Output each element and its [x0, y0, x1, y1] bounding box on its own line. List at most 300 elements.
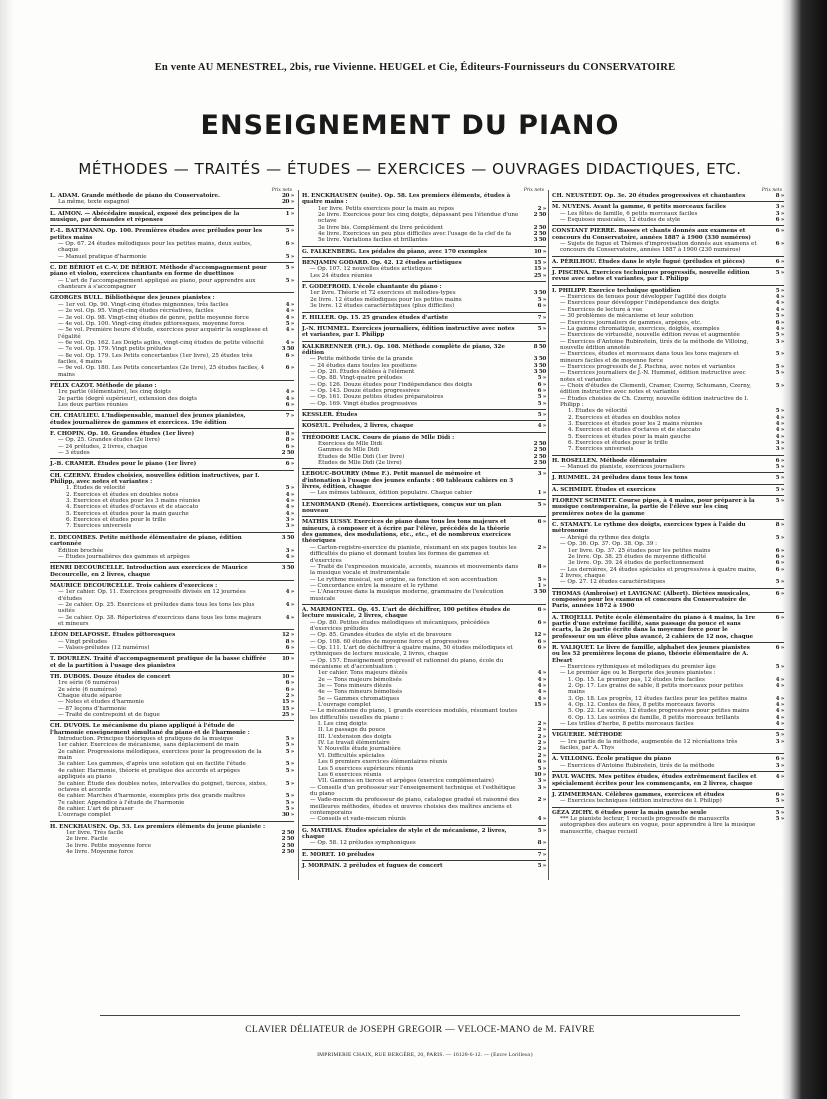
entry-price: 2 50	[281, 829, 294, 836]
entry-price: 4 »	[775, 683, 784, 690]
catalog-entry-item	[50, 554, 294, 560]
entry-price: 2 50	[533, 441, 546, 447]
entry-price: 10 »	[533, 771, 546, 778]
entry-title: LEBOUC-BOURRY (Mme F.). Petit manuel de mémoire et d'intonation à l'usage des jeunes enfants : 60 tableaux cahiers en 3 livres, édition, chaque	[302, 471, 514, 491]
catalog-column-2	[302, 188, 546, 869]
entry-title: F. CHOPIN. Op. 10. Grandes études (1er livre)	[50, 431, 195, 437]
entry-divider	[552, 771, 784, 772]
entry-price: 4 »	[285, 553, 294, 560]
entry-title: — L'Anacrouse dans la musique moderne, grammaire de l'exécution musicale	[310, 589, 504, 602]
catalog-entry-item	[552, 383, 784, 396]
catalog-entry-item	[302, 212, 546, 225]
entry-price: 4 »	[775, 306, 784, 313]
catalog-entry-author	[302, 852, 546, 858]
entry-title: TH. DUBOIS. Douze études de concert	[50, 674, 171, 680]
entry-title: 5. Op. 22. Le succès, 12 études progressives pour petites mains	[568, 708, 750, 715]
entry-title: — 1er cahier. Op. 11. Exercices progressifs divisés en 12 journées d'études	[58, 589, 246, 602]
entry-title: 1er cahier. Exercices de mécanisme, sans déplacement de main	[58, 742, 239, 749]
catalog-entry-item	[302, 273, 546, 279]
catalog-entry-author	[302, 326, 546, 339]
entry-divider	[50, 720, 294, 721]
entry-divider	[302, 312, 546, 313]
entry-title: I. Les cinq doigts	[318, 721, 367, 728]
entry-title: 6. Exercices et études pour le trille	[66, 517, 166, 524]
catalog-entry-item	[302, 460, 546, 466]
entry-price: 2 50	[533, 447, 546, 454]
entry-price: 5 »	[285, 736, 294, 743]
entry-divider	[50, 380, 294, 381]
entry-title: 2. Exercices et études en doubles notes	[568, 414, 681, 421]
entry-price: 6 »	[775, 614, 784, 621]
entry-title: *** Le pianiste lecteur, 1 recueils progressifs de manuscrits autographes des auteurs en vogue, pour apprendre à lire la musique manuscrite, chaque recueil	[560, 815, 756, 835]
entry-divider	[302, 341, 546, 342]
entry-divider	[302, 860, 546, 861]
entry-price: 5 »	[775, 798, 784, 805]
entry-price: 6 »	[775, 457, 784, 464]
entry-price: 5 »	[285, 780, 294, 787]
entry-title: — 87 leçons d'harmonie	[58, 705, 127, 712]
entry-title: 5. Exercices et études pour la main gauche	[568, 433, 691, 440]
entry-title: — Exercices, études et morceaux dans tous les tons majeurs et mineurs faciles et de moyenne force	[560, 351, 739, 364]
entry-title: — Petite méthode tirée de la grande	[310, 356, 413, 363]
entry-divider	[302, 281, 546, 282]
entry-price: 8 »	[285, 431, 294, 437]
entry-title: Études de Mlle Didi (2e livre)	[318, 460, 402, 467]
entry-price: 4 »	[537, 676, 546, 683]
entry-price: 5 »	[285, 265, 294, 272]
catalog-entry-item	[50, 199, 294, 205]
entry-price: 5 »	[285, 320, 294, 327]
entry-divider	[552, 588, 784, 589]
catalog-entry-item	[302, 797, 546, 816]
entry-title: FÉLIX CAZOT. Méthode de piano :	[50, 382, 157, 389]
entry-price: 2 50	[533, 212, 546, 219]
entry-price: 5 »	[775, 464, 784, 471]
entry-title: HENRI DECOURCELLE. Introduction aux exercices de Maurice Decourcelle, en 2 livres, chaque	[50, 565, 248, 578]
entry-title: — 8e vol. Op. 179. Les Petits concertantes (1er livre), 25 études très faciles, 4 mains	[58, 352, 253, 365]
entry-divider	[302, 468, 546, 469]
entry-title: CH. DUVOIS. Le mécanisme du piano appliqué à l'étude de l'harmonie enseignement simultané du piano et de l'harmonie :	[50, 723, 250, 736]
entry-title: — Le premier âge ou le Bergerie des jeunes pianistes :	[560, 670, 716, 677]
price-column-header: Prix nets	[271, 188, 292, 193]
entry-title: 5e — Gammes chromatiques	[318, 695, 400, 702]
entry-title: GÉZA ZICHY. 6 études pour la main gauche seule	[552, 809, 707, 816]
entry-price: 3 »	[537, 784, 546, 791]
entry-title: — Les dernières, 24 études spéciales et progressives à quatre mains, 2 livres, chaque	[560, 566, 757, 579]
printer-imprint: IMPRIMERIE CHAIX, RUE BERGÈRE, 20, PARIS. — 16128-6-12. — (Encre Lorilleux)	[317, 1052, 533, 1058]
entry-price: 5 »	[285, 748, 294, 755]
page-right-edge-shadow	[781, 0, 827, 1099]
catalog-entry-author	[552, 487, 784, 493]
catalog-entry-item	[552, 683, 784, 696]
entry-price: 3 »	[537, 778, 546, 785]
entry-title: V. Nouvelle étude journalière	[318, 746, 401, 753]
catalog-entry-item	[302, 816, 546, 822]
catalog-entry-item	[50, 353, 294, 366]
entry-price: 4 »	[537, 816, 546, 823]
entry-title: 2e livre. Op. 38. 25 études de moyenne difficulté	[568, 553, 707, 560]
entry-title: J. RUMMEL. 24 préludes dans tous les tons	[552, 475, 688, 482]
entry-title: — Les trilles d'herbe, 8 petits morceaux faciles	[560, 721, 694, 728]
entry-title: J.-N. HUMMEL. Exercices journaliers, édition instructive avec notes et variantes, par I. Philipp	[302, 325, 515, 339]
entry-title: 3. Exercices et études pour les 2 mains réunies	[568, 421, 703, 427]
entry-price: 15 »	[533, 266, 546, 273]
entry-price: 3 »	[775, 762, 784, 769]
entry-title: — Les fêtes de famille, 6 petits morceaux faciles	[560, 210, 698, 217]
entry-title: — Op. 25. Grandes études (2e livre)	[58, 437, 160, 444]
publisher-line: En vente AU MENESTREL, 2bis, rue Vivienne. HEUGEL et Cie, Éditeurs-Fournisseurs du CONSERVATOIRE	[154, 62, 676, 73]
entry-price: 5 »	[285, 253, 294, 260]
entry-title: KESSLER. Études	[302, 411, 358, 418]
entry-title: Introduction. Principes théoriques et pratiques de la musique	[58, 736, 234, 743]
catalog-entry-item	[552, 798, 784, 804]
catalog-entry-item	[302, 564, 546, 577]
entry-price: 1 »	[537, 490, 546, 497]
entry-price: 2 50	[533, 224, 546, 231]
entry-title: MAURICE DECOURCELLE. Trois cahiers d'exercices :	[50, 582, 218, 589]
entry-title: E. MORET. 10 préludes	[302, 851, 375, 858]
entry-divider	[302, 323, 546, 324]
entry-title: LÉON DELAFOSSE. Études pittoresques	[50, 632, 176, 639]
entry-price: 5 »	[285, 277, 294, 284]
entry-price: 5 »	[285, 805, 294, 812]
entry-title: — Exercices techniques (édition instructive de I. Philipp)	[560, 798, 722, 805]
entry-price: 3 »	[775, 440, 784, 447]
catalog-entry-item	[50, 241, 294, 254]
entry-price: 3 50	[533, 356, 546, 363]
catalog-entry-item	[302, 620, 546, 633]
entry-price: 4 »	[775, 714, 784, 721]
entry-title: Les 5 exercices supérieurs réunis	[318, 765, 414, 772]
entry-divider	[552, 753, 784, 754]
entry-divider	[50, 410, 294, 411]
entry-title: PAUL WACHS. Mes petites études, études extrêmement faciles et spécialement écrites pour les commençants, en 2 livres, chaque	[552, 774, 757, 787]
catalog-entry-author	[302, 502, 546, 515]
entry-price: 5 »	[537, 394, 546, 401]
catalog-entry-author	[552, 645, 784, 664]
entry-price: 4 »	[285, 504, 294, 511]
entry-price: 3 »	[775, 446, 784, 453]
entry-price: 4 »	[537, 683, 546, 690]
catalog-entry-author	[302, 471, 546, 490]
entry-price: 20 »	[281, 193, 294, 199]
catalog-entry-item	[50, 712, 294, 718]
entry-price: 4 »	[285, 601, 294, 608]
entry-title: 3e livre bis. Complément du livre précédent	[318, 224, 444, 231]
entry-title: I. PHILIPP. Exercice technique quotidien	[552, 287, 681, 294]
catalog-entry-author	[302, 519, 546, 544]
entry-title: — 6e vol. Op. 162. Les Doigts agiles, vingt-cinq études de petite vélocité	[58, 339, 264, 346]
entry-price: 6 »	[537, 644, 546, 651]
entry-price: 5 »	[285, 793, 294, 800]
entry-title: — La gamme chromatique, exercices, doigtés, exemples	[560, 325, 720, 332]
entry-title: — Op. 67. 24 études mélodiques pour les petites mains, deux suites, chaque	[58, 241, 252, 254]
entry-divider	[50, 225, 294, 226]
entry-price: 5 »	[285, 799, 294, 806]
entry-price: 2 50	[281, 848, 294, 855]
entry-price: 5 »	[775, 498, 784, 505]
entry-price: 3 50	[281, 565, 294, 572]
catalog-entry-author	[50, 535, 294, 548]
catalog-entry-item	[50, 278, 294, 291]
entry-title: 4e — Tons mineurs bémolisés	[318, 689, 403, 696]
entry-price: 6 »	[537, 619, 546, 626]
entry-price: 6 »	[537, 759, 546, 766]
catalog-entry-author	[50, 723, 294, 736]
entry-title: L. AIMON. — Abécédaire musical, exposé des principes de la musique, par demandes et réponses	[50, 210, 240, 224]
entry-title: — 24 études dans toutes les positions	[310, 362, 417, 369]
entry-price: 12 »	[533, 632, 546, 639]
catalog-entry-author	[50, 565, 294, 578]
entry-title: — 3e vol. Op. 98. Vingt-cinq études de genre, petite moyenne force	[58, 314, 249, 321]
entry-price: 6 »	[285, 680, 294, 687]
entry-title: — 1re partie de la méthode, augmentée de 12 récréations très faciles, par A. Thys	[560, 738, 738, 752]
entry-title: CONSTANT PIERRE. Basses et chants donnés aux examens et concours du Conservatoire, années 1887 à 1900 (330 numéros)	[552, 228, 751, 241]
entry-divider	[552, 455, 784, 456]
entry-price: 5 »	[775, 332, 784, 339]
entry-price: 5 »	[775, 370, 784, 377]
entry-price: 1 »	[537, 582, 546, 589]
entry-title: 1re partie (élémentaire), les cinq doigts	[58, 389, 172, 396]
entry-title: H. ROSELLEN. Méthode élémentaire	[552, 457, 667, 464]
entry-title: THÉODORE LACK. Cours de piano de Mlle Didi :	[302, 434, 455, 441]
entry-title: A. PÉRILHOU. Études dans le style fugué (préludes et pièces)	[552, 258, 745, 265]
entry-title: 1er cahier. Tons majeurs dièzés	[318, 670, 408, 677]
entry-price: 6 »	[537, 519, 546, 526]
entry-title: — Esquisses musicales, 12 études de style	[560, 217, 681, 224]
entry-divider	[552, 642, 784, 643]
catalog-entry-author	[302, 828, 546, 841]
entry-title: — 30 problèmes de mécanisme et leur solution	[560, 313, 694, 320]
catalog-entry-item	[552, 217, 784, 223]
catalog-column-3	[552, 188, 784, 835]
entry-price: 3 »	[285, 547, 294, 554]
entry-title: 4. Op. 12. Contes de fées, 8 petits morceaux favoris	[568, 702, 715, 709]
entry-price: 25 »	[281, 712, 294, 719]
entry-price: 2 50	[281, 450, 294, 457]
catalog-entry-item	[302, 401, 546, 407]
catalog-entry-item	[552, 763, 784, 769]
entry-title: 6. Exercices et études pour le trille	[568, 440, 668, 447]
entry-title: — Exercices journaliers de J.-N. Hummel, édition instructive avec notes et variantes	[560, 370, 746, 383]
catalog-entry-item	[302, 589, 546, 602]
entry-price: 4 »	[285, 314, 294, 321]
entry-price: 5 »	[537, 411, 546, 418]
entry-price: 5 »	[537, 400, 546, 407]
entry-title: Les 6 exercices réunis	[318, 771, 382, 778]
entry-title: VIGUERIE. MÉTHODE	[552, 732, 623, 739]
entry-price: 5 »	[537, 765, 546, 772]
entry-price: 6 »	[775, 566, 784, 573]
entry-title: VI. Difficultés spéciales	[318, 752, 385, 759]
catalog-entry-item	[302, 840, 546, 846]
catalog-entry-author	[302, 863, 546, 869]
catalog-entry-item	[302, 708, 546, 721]
entry-title: T. DOURLEN. Traité d'accompagnement pratique de la basse chiffrée et de la partition à l'usage des pianistes	[50, 656, 267, 669]
entry-title: KALKBRENNER (FR.). Op. 108. Méthode complète de piano, 32e édition	[302, 343, 505, 356]
entry-title: Gammes de Mlle Didi	[318, 447, 380, 454]
entry-title: C. STAMATY. Le rythme des doigts, exercices types à l'aide du métronome	[552, 522, 746, 535]
entry-title: GEORGES BULL. Bibliothèque des jeunes pianistes :	[50, 295, 215, 302]
entry-title: 5e cahier. Étude des doubles notes, intervalles du poignet, tierces, sixtes, octaves et accords	[58, 780, 267, 793]
entry-title: Études de Mlle Didi (1er livre)	[318, 453, 405, 460]
catalog-entry-item	[50, 645, 294, 651]
entry-title: 2e livre. Facile	[66, 836, 108, 843]
entry-title: Les 24 études réunies	[310, 272, 373, 279]
entry-price: 12 »	[281, 632, 294, 639]
entry-title: 3. Exercices et études pour les 3 mains réunies	[66, 498, 201, 505]
catalog-entry-item	[302, 490, 546, 496]
entry-price: 5 »	[775, 815, 784, 822]
entry-title: — Op. 126. Douze études pour l'indépendance des doigts	[310, 381, 473, 388]
catalog-entry-author	[50, 211, 294, 224]
entry-price: 6 »	[537, 638, 546, 645]
entry-title: MATHIS LUSSY. Exercices de piano dans tous les tons majeurs et mineurs, à composer et à écrire par l'élève, précédés de la théorie des gammes, des modulations, etc., etc., et de nombreux exercices théoriques	[302, 519, 511, 545]
catalog-entry-item	[50, 615, 294, 628]
entry-divider	[552, 472, 784, 473]
catalog-entry-item	[50, 523, 294, 529]
entry-title: 2. Op. 17. Les grains de sable, 8 petits morceaux pour petites mains	[568, 683, 744, 696]
catalog-entry-item	[302, 645, 546, 658]
entry-title: 4. Exercices et études d'octaves et de staccato	[568, 427, 701, 434]
catalog-entry-item	[50, 602, 294, 615]
entry-divider	[552, 267, 784, 268]
entry-divider	[302, 420, 546, 421]
entry-price: 8 »	[775, 193, 784, 199]
entry-title: — Études choisies de Ch. Czerny, nouvelle édition instructive de I. Philipp :	[560, 395, 749, 408]
entry-title: 4e livre. Moyenne force	[66, 848, 134, 855]
entry-price: 2 »	[537, 740, 546, 747]
catalog-entry-item	[552, 351, 784, 364]
entry-title: Les 6 premiers exercices élémentaires réunis	[318, 759, 448, 766]
entry-title: 2e série (6 numéros)	[58, 686, 117, 693]
entry-price: 6 »	[775, 791, 784, 798]
entry-price: 2 »	[537, 544, 546, 551]
entry-title: — Exercices d'Antoine Rubinstein, tirés de la méthode de Villoing, nouvelle édition annotée	[560, 338, 749, 351]
entry-price: 4 »	[285, 589, 294, 596]
entry-price: 6 »	[285, 443, 294, 450]
entry-price: 3 »	[285, 523, 294, 530]
entry-price: 5 »	[537, 296, 546, 303]
entry-title: — Concordance entre la mesure et le rythme	[310, 582, 438, 589]
entry-price: 5 »	[537, 827, 546, 834]
entry-title: BENJAMIN GODARD. Op. 42. 12 études artistiques	[302, 260, 462, 267]
catalog-entry-author	[552, 774, 784, 787]
entry-title: — Op. 157. Enseignement progressif et rationnel du piano, école du mécanisme et d'accentuation :	[310, 657, 504, 670]
catalog-entry-item	[302, 237, 546, 243]
catalog-entry-item	[552, 739, 784, 752]
entry-title: — Op. 169. Vingt études progressives	[310, 400, 418, 407]
entry-title: — Exercices rythmiques et mélodiques du premier âge	[560, 664, 716, 670]
catalog-entry-item	[552, 396, 784, 409]
catalog-entry-item	[50, 327, 294, 340]
catalog-entry-item	[552, 464, 784, 470]
entry-price: 4 »	[775, 702, 784, 709]
entry-price: 8 »	[775, 522, 784, 529]
entry-title: KOSEUL. Préludes, 2 livres, chaque	[302, 423, 414, 430]
entry-title: — Manuel du pianiste, exercices journaliers	[560, 464, 685, 471]
entry-title: L'ouvrage complet	[58, 812, 111, 819]
entry-price: 3 50	[281, 346, 294, 353]
entry-price: 5 »	[537, 501, 546, 508]
catalog-entry-item	[50, 812, 294, 818]
entry-price: 6 »	[775, 319, 784, 326]
entry-price: 6 »	[285, 461, 294, 468]
entry-price: 5 »	[775, 408, 784, 415]
catalog-entry-item	[552, 567, 784, 580]
entry-title: — 2e vol. Op. 95. Vingt-cinq études récréatives, faciles	[58, 308, 214, 315]
entry-title: G. MATHIAS. Études spéciales de style et de mécanisme, 2 livres, chaque	[302, 827, 507, 840]
entry-price: 2 »	[537, 733, 546, 740]
entry-title: 1. Op. 15. Le premier pas, 12 études très faciles	[568, 676, 705, 683]
catalog-entry-author	[50, 461, 294, 467]
entry-price: 1 »	[285, 210, 294, 217]
catalog-entry-author	[50, 473, 294, 486]
catalog-entry-author	[50, 228, 294, 241]
column-divider	[548, 190, 549, 880]
entry-divider	[302, 499, 546, 500]
entry-price: 3 50	[533, 362, 546, 369]
entry-title: — Op. 107. 12 nouvelles études artistiques	[310, 266, 432, 273]
entry-price: 5 »	[775, 534, 784, 541]
entry-divider	[50, 458, 294, 459]
entry-title: III. L'extension des doigts	[318, 733, 392, 740]
entry-divider	[50, 629, 294, 630]
entry-title: 3e livre. Op. 39. 24 études de perfectionnement	[568, 560, 705, 567]
catalog-entry-author	[552, 498, 784, 517]
entry-title: — Exercices de lecture à vue	[560, 306, 643, 313]
entry-price: 6 »	[285, 644, 294, 651]
entry-title: — 7e vol. Op. 179. Vingt petits préludes	[58, 346, 172, 353]
entry-title: R. VALIQUET. Le livre de famille, alphabet des jeunes pianistes ou les 52 premières leçons de piano, théorie élémentaire de A. Elwart	[552, 644, 750, 664]
entry-title: — Le rythme musical, son origine, sa fonction et son accentuation	[310, 576, 498, 583]
entry-divider	[50, 532, 294, 533]
catalog-entry-author	[302, 423, 546, 429]
entry-price: 2 »	[537, 205, 546, 212]
entry-divider	[50, 821, 294, 822]
entry-title: — Sujets de fugue et Thèmes d'improvisation donnés aux examens et concours du Conservatoire, années 1887 à 1900 (230 numéros)	[560, 241, 757, 254]
entry-price: 3 »	[285, 517, 294, 524]
catalog-entry-item	[552, 579, 784, 585]
entry-price: 4 »	[775, 774, 784, 781]
entry-price: 3 50	[281, 534, 294, 541]
entry-price: 5 »	[775, 475, 784, 482]
entry-price: 4 »	[285, 389, 294, 396]
entry-price: 5 »	[285, 485, 294, 492]
entry-price: 3 »	[775, 338, 784, 345]
entry-price: 3 »	[775, 210, 784, 217]
entry-title: — Op. 111. L'art de déchiffrer à quatre mains, 50 études mélodiques et rythmiques de lecture musicale, 2 livres, chaque	[310, 644, 513, 658]
entry-price: 30 »	[281, 812, 294, 819]
entry-title: A. MARMONTEL. Op. 45. L'art de déchiffrer, 100 petites études de lecture musicale, 2 livres, chaque	[302, 606, 511, 620]
entry-title: — Exercices pour développer l'indépendance des doigts	[560, 300, 719, 307]
entry-divider	[552, 201, 784, 202]
catalog-entry-author	[50, 656, 294, 669]
entry-price: 8 50	[533, 343, 546, 350]
catalog-entry-item	[50, 402, 294, 408]
entry-title: — 3 études	[58, 450, 90, 457]
entry-title: A. SCHMIDT. Études et exercices	[552, 486, 656, 493]
entry-price: 4 »	[285, 614, 294, 621]
entry-divider	[552, 807, 784, 808]
entry-title: Chaque étude séparée	[58, 693, 122, 700]
entry-price: 4 »	[537, 689, 546, 696]
entry-price: 4 »	[775, 294, 784, 301]
entry-title: — Abrégé du rythme des doigts	[560, 534, 650, 541]
entry-title: 6e cahier. Marches d'harmonie, exemples pris des grands maîtres	[58, 793, 246, 800]
entry-title: Édition brochée	[58, 547, 104, 554]
entry-title: E. DECOMBES. Petite méthode élémentaire de piano, édition cartonnée	[50, 534, 242, 548]
